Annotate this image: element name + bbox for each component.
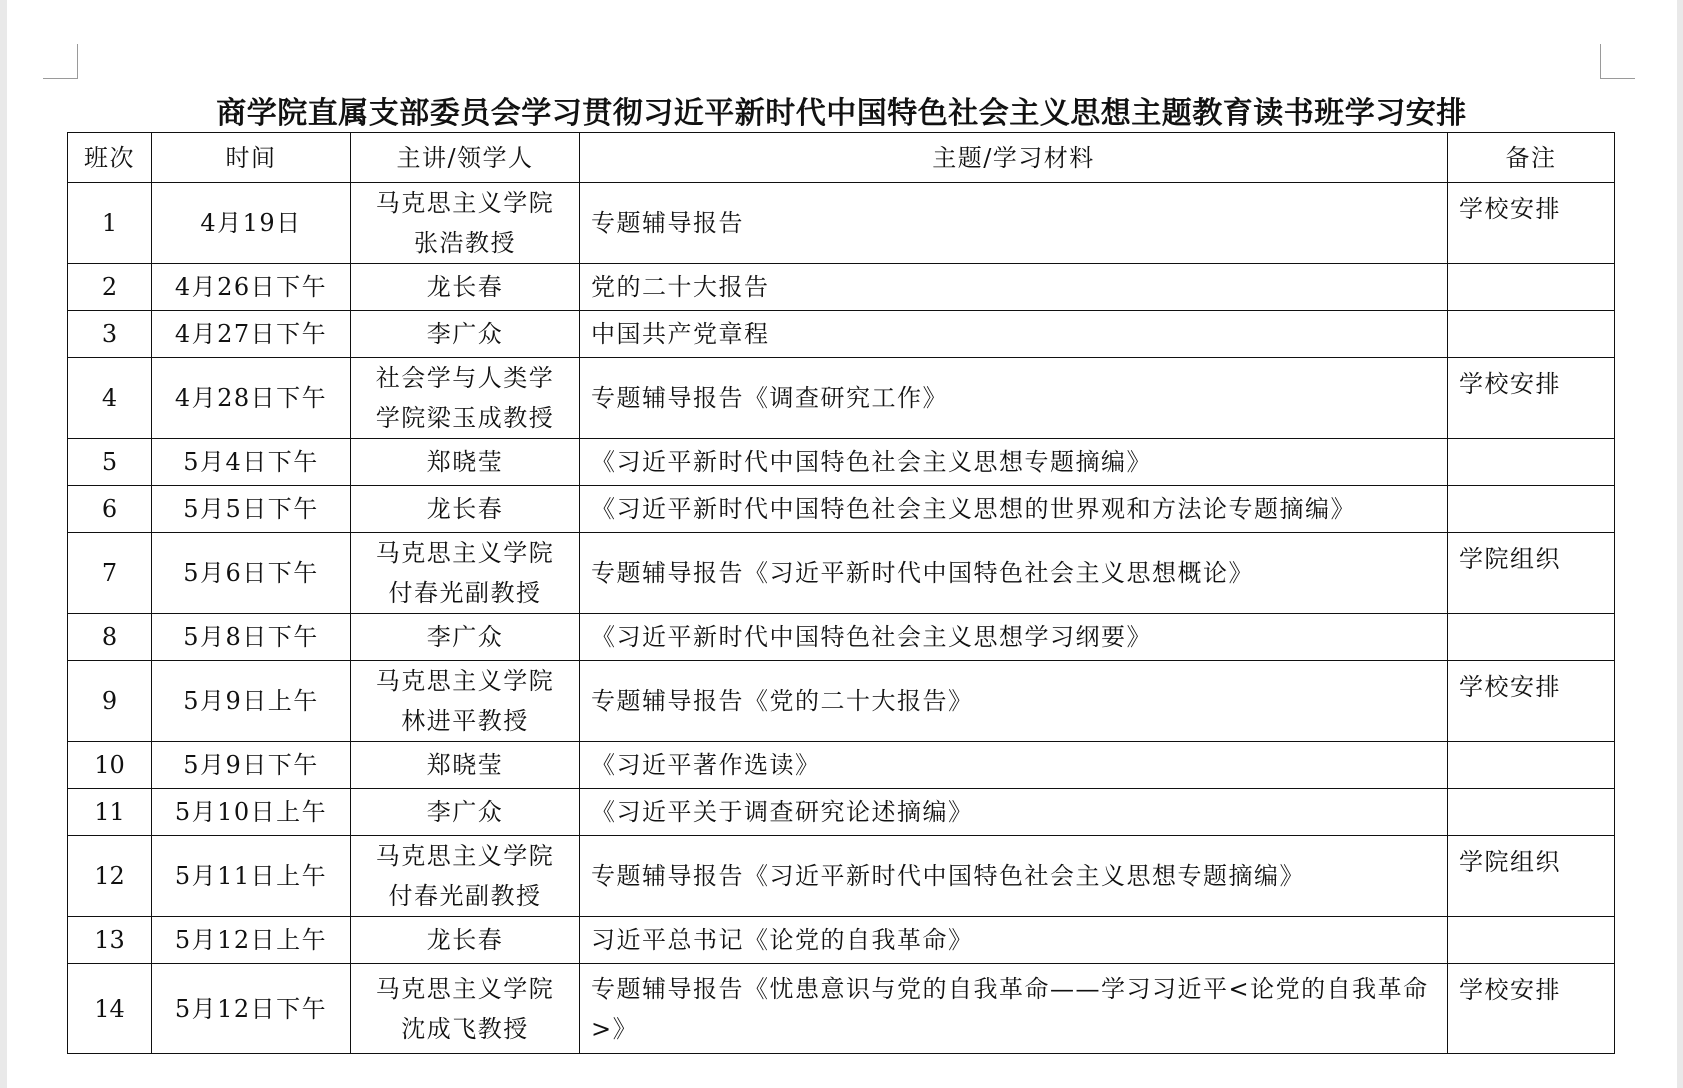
- lecturer-line: 龙长春: [426, 273, 504, 301]
- lecturer-line: 马克思主义学院: [375, 189, 555, 217]
- lecturer-line: 郑晓莹: [426, 751, 504, 779]
- lecturer-cell: [351, 533, 580, 614]
- lecturer-line: 马克思主义学院: [375, 842, 555, 870]
- note-cell: [1448, 264, 1615, 311]
- note-cell: 学院组织: [1448, 533, 1615, 614]
- table-row: [68, 183, 1615, 264]
- time-text: 4月19日: [200, 209, 302, 237]
- lecturer-line: 付春光副教授: [388, 882, 542, 910]
- time-cell: [152, 614, 351, 661]
- lecturer-cell: [351, 742, 580, 789]
- class-no-cell: 2: [68, 264, 152, 311]
- document-title: 商学院直属支部委员会学习贯彻习近平新时代中国特色社会主义思想主题教育读书班学习安排: [216, 96, 1467, 131]
- time-cell: [152, 264, 351, 311]
- lecturer-cell: [351, 661, 580, 742]
- note-cell: [1448, 614, 1615, 661]
- class-no-cell: 7: [68, 533, 152, 614]
- topic-cell: 专题辅导报告《习近平新时代中国特色社会主义思想概论》: [580, 533, 1448, 614]
- note-cell: 学院组织: [1448, 836, 1615, 917]
- topic-cell: 专题辅导报告《忧患意识与党的自我革命——学习习近平<论党的自我革命>》: [580, 964, 1448, 1054]
- lecturer-line: 沈成飞教授: [401, 1014, 529, 1043]
- time-text: 4月28日下午: [174, 384, 328, 412]
- time-cell: [152, 486, 351, 533]
- lecturer-cell: [351, 264, 580, 311]
- time-text: 5月12日下午: [174, 994, 328, 1023]
- time-cell: [152, 533, 351, 614]
- time-text: 5月4日下午: [183, 448, 319, 476]
- table-header-row: [68, 133, 1615, 183]
- table-row: [68, 264, 1615, 311]
- time-cell: [152, 311, 351, 358]
- note-cell: [1448, 439, 1615, 486]
- time-text: 5月8日下午: [183, 623, 319, 651]
- class-no-cell: 13: [68, 917, 152, 964]
- time-cell: [152, 183, 351, 264]
- header-note: 备注: [1448, 133, 1615, 183]
- lecturer-cell: [351, 964, 580, 1054]
- class-no-cell: 14: [68, 964, 152, 1054]
- table-row: [68, 789, 1615, 836]
- time-text: 5月9日上午: [183, 687, 319, 715]
- topic-cell: 专题辅导报告《调查研究工作》: [580, 358, 1448, 439]
- table-row: [68, 836, 1615, 917]
- lecturer-line: 李广众: [426, 623, 504, 651]
- topic-cell: 党的二十大报告: [580, 264, 1448, 311]
- lecturer-cell: [351, 311, 580, 358]
- lecturer-line: 马克思主义学院: [375, 667, 555, 695]
- lecturer-cell: [351, 358, 580, 439]
- time-text: 5月12日上午: [174, 926, 328, 954]
- class-no-cell: 12: [68, 836, 152, 917]
- topic-cell: 中国共产党章程: [580, 311, 1448, 358]
- lecturer-line: 龙长春: [426, 495, 504, 523]
- lecturer-line: 张浩教授: [414, 229, 516, 257]
- class-no-cell: 5: [68, 439, 152, 486]
- lecturer-cell: [351, 486, 580, 533]
- lecturer-line: 李广众: [426, 320, 504, 348]
- lecturer-line: 马克思主义学院: [375, 539, 555, 567]
- note-cell: [1448, 311, 1615, 358]
- class-no-cell: 4: [68, 358, 152, 439]
- lecturer-cell: [351, 439, 580, 486]
- class-no-cell: 1: [68, 183, 152, 264]
- time-cell: [152, 917, 351, 964]
- lecturer-line: 学院梁玉成教授: [375, 404, 555, 432]
- class-no-cell: 11: [68, 789, 152, 836]
- table-row: [68, 742, 1615, 789]
- note-cell: 学校安排: [1448, 358, 1615, 439]
- lecturer-cell: [351, 789, 580, 836]
- time-text: 5月11日上午: [174, 862, 328, 890]
- schedule-table: [67, 132, 1615, 1054]
- topic-cell: 专题辅导报告: [580, 183, 1448, 264]
- time-text: 4月26日下午: [174, 273, 328, 301]
- lecturer-cell: [351, 917, 580, 964]
- class-no-cell: 3: [68, 311, 152, 358]
- time-cell: [152, 789, 351, 836]
- table-row: [68, 964, 1615, 1054]
- table-row: [68, 661, 1615, 742]
- time-cell: [152, 836, 351, 917]
- lecturer-line: 马克思主义学院: [375, 974, 555, 1003]
- schedule-body: [68, 183, 1615, 1054]
- lecturer-line: 龙长春: [426, 926, 504, 954]
- class-no-cell: 10: [68, 742, 152, 789]
- table-row: [68, 311, 1615, 358]
- page-corner-mark: [1600, 44, 1635, 79]
- note-cell: [1448, 486, 1615, 533]
- topic-cell: 《习近平新时代中国特色社会主义思想的世界观和方法论专题摘编》: [580, 486, 1448, 533]
- topic-cell: 《习近平新时代中国特色社会主义思想学习纲要》: [580, 614, 1448, 661]
- table-row: [68, 486, 1615, 533]
- page-corner-mark: [43, 44, 78, 79]
- topic-cell: 《习近平新时代中国特色社会主义思想专题摘编》: [580, 439, 1448, 486]
- topic-cell: 《习近平关于调查研究论述摘编》: [580, 789, 1448, 836]
- table-row: [68, 358, 1615, 439]
- topic-cell: 《习近平著作选读》: [580, 742, 1448, 789]
- time-text: 5月10日上午: [174, 798, 328, 826]
- time-cell: [152, 661, 351, 742]
- lecturer-line: 林进平教授: [401, 707, 529, 735]
- time-text: 5月6日下午: [183, 559, 319, 587]
- class-no-cell: 6: [68, 486, 152, 533]
- lecturer-line: 社会学与人类学: [375, 364, 555, 392]
- note-cell: [1448, 789, 1615, 836]
- lecturer-line: 付春光副教授: [388, 579, 542, 607]
- note-cell: [1448, 742, 1615, 789]
- class-no-cell: 9: [68, 661, 152, 742]
- lecturer-cell: [351, 836, 580, 917]
- note-cell: 学校安排: [1448, 183, 1615, 264]
- lecturer-cell: [351, 183, 580, 264]
- topic-cell: 习近平总书记《论党的自我革命》: [580, 917, 1448, 964]
- time-cell: [152, 742, 351, 789]
- note-cell: 学校安排: [1448, 661, 1615, 742]
- lecturer-cell: [351, 614, 580, 661]
- time-cell: [152, 439, 351, 486]
- header-class-no: 班次: [68, 133, 152, 183]
- time-text: 4月27日下午: [174, 320, 328, 348]
- note-cell: [1448, 917, 1615, 964]
- table-row: [68, 533, 1615, 614]
- time-cell: [152, 964, 351, 1054]
- time-cell: [152, 358, 351, 439]
- note-cell: 学校安排: [1448, 964, 1615, 1054]
- table-row: [68, 439, 1615, 486]
- time-text: 5月5日下午: [183, 495, 319, 523]
- topic-cell: 专题辅导报告《习近平新时代中国特色社会主义思想专题摘编》: [580, 836, 1448, 917]
- table-row: [68, 614, 1615, 661]
- lecturer-line: 郑晓莹: [426, 448, 504, 476]
- time-text: 5月9日下午: [183, 751, 319, 779]
- table-row: [68, 917, 1615, 964]
- topic-cell: 专题辅导报告《党的二十大报告》: [580, 661, 1448, 742]
- lecturer-line: 李广众: [426, 798, 504, 826]
- header-lecturer: 主讲/领学人: [351, 133, 580, 183]
- header-time: 时间: [152, 133, 351, 183]
- header-topic: 主题/学习材料: [580, 133, 1448, 183]
- class-no-cell: 8: [68, 614, 152, 661]
